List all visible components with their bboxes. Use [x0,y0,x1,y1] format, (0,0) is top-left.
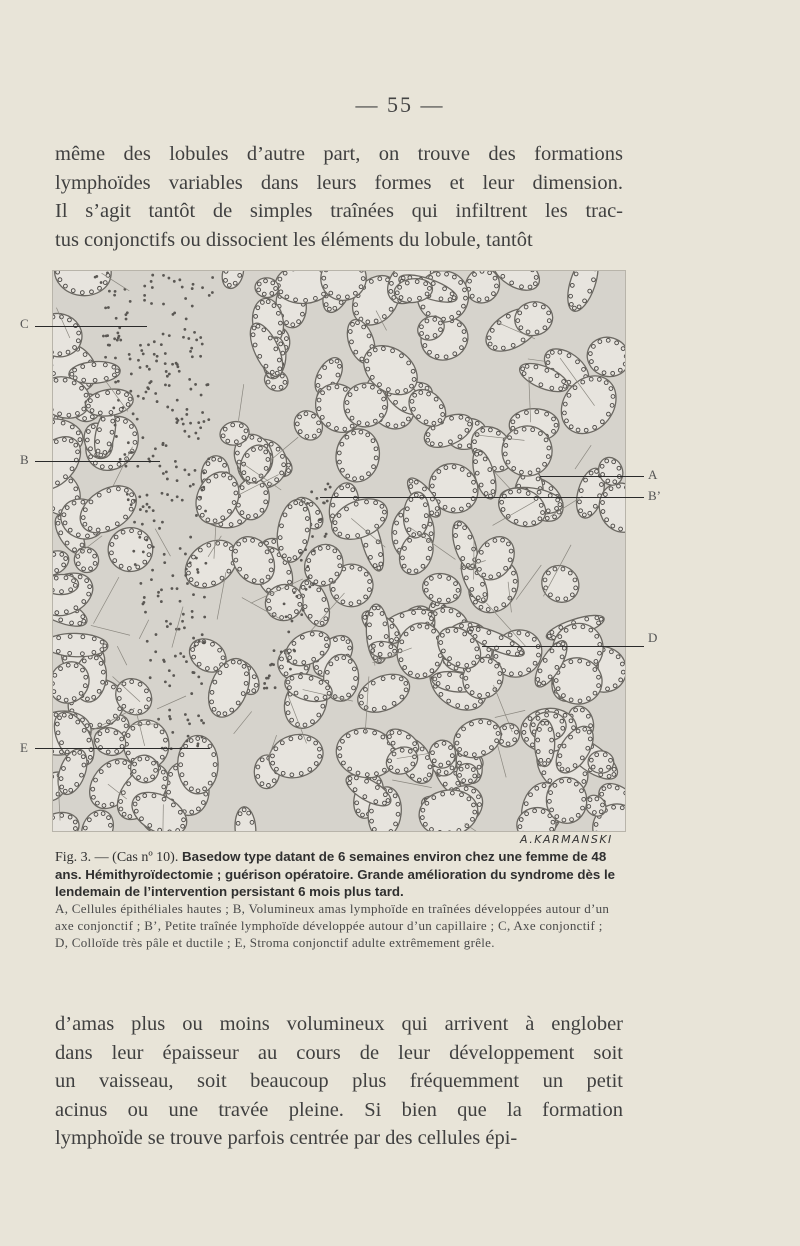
paragraph-top [55,140,623,254]
paragraph-bottom [55,1010,623,1153]
artist-signature: A.KARMANSKI [520,833,613,846]
figure-label-b-prime: B’ [648,488,661,503]
caption-title: Basedow type datant de 6 semaines environ chez une femme de 48 ans. Hémithyroïdectomie ; guérison opératoire. Grande amélioration du syndrome dès le lendemain de l’intervention persistant 6 mois plus tard. [55,849,616,899]
leader-line-e [35,748,210,749]
leader-line-d [482,646,644,647]
figure-label-d: D [648,630,658,645]
figure-label-b: B [20,452,29,467]
leader-line-b-prime [320,497,644,498]
histology-illustration [53,271,625,831]
text-line: dans leur épaisseur au cours de leur développement soit [55,1041,623,1064]
leader-line-b [35,461,160,462]
caption-legend: A, Cellules épithéliales hautes ; B, Volumineux amas lymphoïde en traînées développées autour d’un axe conjonctif ; B’, Petite traînée lymphoïde développée autour d’un capillaire ; C, Axe conjonctif ; D, Colloïde très pâle et ductile ; E, Stroma conjonctif adulte extrêmement grêle. [55,901,610,950]
leader-line-a [540,476,644,477]
figure-label-c: C [20,316,29,331]
leader-line-c [35,326,147,327]
caption-figure-number: Fig. 3. — (Cas nº 10). [55,850,179,865]
text-line: tus conjonctifs ou dissocient les éléments du lobule, tantôt [55,228,533,251]
text-line: lymphoïde se trouve parfois centrée par des cellules épi- [55,1127,518,1149]
text-line: lymphoïdes variables dans leurs formes et leur dimension. [55,171,623,194]
text-line: un vaisseau, soit beaucoup plus fréquemment un petit [55,1070,623,1092]
figure-label-a: A [648,467,658,482]
text-line: même des lobules d’autre part, on trouve des formations [55,143,623,165]
text-line: acinus ou une travée pleine. Si bien que la formation [55,1098,623,1121]
figure-label-e: E [20,740,28,755]
page-number: — 55 — [355,92,445,117]
text-line: d’amas plus ou moins volumineux qui arrivent à englober [55,1013,623,1035]
figure-caption [55,848,617,951]
text-line: Il s’agit tantôt de simples traînées qui infiltrent les trac- [55,200,623,222]
